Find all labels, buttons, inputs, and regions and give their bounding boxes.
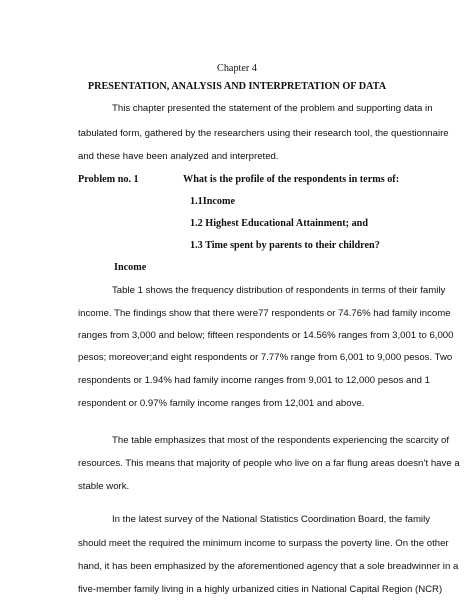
section-heading-income: Income <box>114 262 147 273</box>
chapter-heading: Chapter 4 <box>217 63 257 74</box>
intro-line: This chapter presented the statement of the problem and supporting data in <box>112 103 433 114</box>
problem-label: Problem no. 1 <box>78 174 139 185</box>
paragraph-line: Table 1 shows the frequency distribution of respondents in terms of their family <box>112 285 446 296</box>
paragraph-line: ranges from 3,000 and below; fifteen respondents or 14.56% ranges from 3,001 to 6,000 <box>78 330 454 341</box>
paragraph-line: pesos; moreover;and eight respondents or 7.77% range from 6,001 to 9,000 pesos. Two <box>78 352 453 363</box>
paragraph-line: respondents or 1.94% had family income ranges from 9,001 to 12,000 pesos and 1 <box>78 375 430 386</box>
paragraph-line: hand, it has been emphasized by the aforementioned agency that a sole breadwinner in a <box>78 561 459 572</box>
problem-item: 1.2 Highest Educational Attainment; and <box>190 218 369 229</box>
paragraph-line: should meet the required the minimum income to surpass the poverty line. On the other <box>78 538 449 549</box>
paragraph-line: income. The findings show that there were77 respondents or 74.76% had family income <box>78 308 451 319</box>
paragraph-line: In the latest survey of the National Statistics Coordination Board, the family <box>112 514 430 525</box>
intro-line: tabulated form, gathered by the researchers using their research tool, the questionnaire <box>78 128 449 139</box>
paragraph-line: stable work. <box>78 481 130 492</box>
page-title: PRESENTATION, ANALYSIS AND INTERPRETATION OF DATA <box>87 81 387 92</box>
problem-item: 1.3 Time spent by parents to their children? <box>190 240 380 251</box>
problem-item: 1.1Income <box>190 196 235 207</box>
paragraph-line: respondent or 0.97% family income ranges from 12,001 and above. <box>78 398 365 409</box>
paragraph-line: five-member family living in a highly urbanized cities in National Capital Region (NCR) <box>78 584 443 595</box>
intro-line: and these have been analyzed and interpreted. <box>78 151 279 162</box>
paragraph-line: resources. This means that majority of people who live on a far flung areas doesn’t have a <box>78 458 460 469</box>
problem-question: What is the profile of the respondents in terms of: <box>183 174 400 185</box>
paragraph-line: The table emphasizes that most of the respondents experiencing the scarcity of <box>112 435 450 446</box>
